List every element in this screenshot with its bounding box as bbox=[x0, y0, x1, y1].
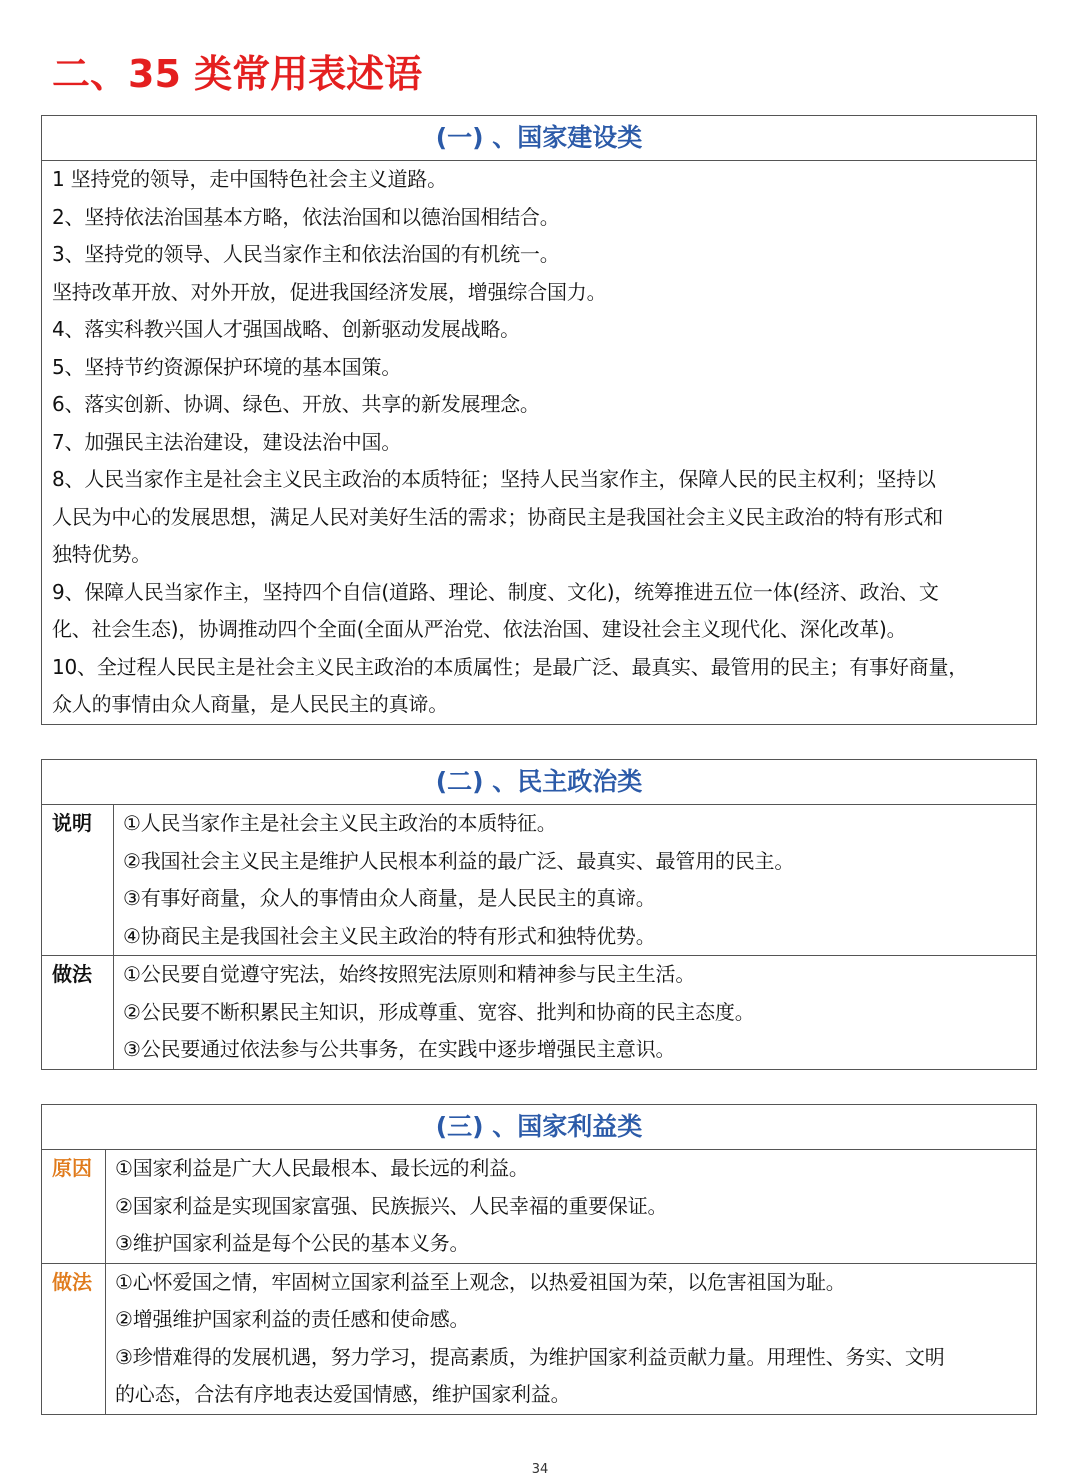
page-title: 二、35 类常用表述语 bbox=[52, 52, 423, 96]
list-item: 4、落实科教兴国人才强国战略、创新驱动发展战略。 bbox=[52, 317, 520, 341]
list-item: 独特优势。 bbox=[52, 542, 151, 566]
list-item: ③公民要通过依法参与公共事务，在实践中逐步增强民主意识。 bbox=[123, 1037, 676, 1061]
section-heading: (一) 、国家建设类 bbox=[42, 116, 1036, 161]
list-item: 3、坚持党的领导、人民当家作主和依法治国的有机统一。 bbox=[52, 242, 560, 266]
list-item: ③维护国家利益是每个公民的基本义务。 bbox=[115, 1231, 470, 1255]
list-item: 5、坚持节约资源保护环境的基本国策。 bbox=[52, 354, 402, 379]
list-item: ②公民要不断积累民主知识，形成尊重、宽容、批判和协商的民主态度。 bbox=[123, 999, 755, 1024]
list-item: 人民为中心的发展思想，满足人民对美好生活的需求；协商民主是我国社会主义民主政治的特有形式和 bbox=[52, 504, 943, 529]
table-row bbox=[42, 1264, 1036, 1414]
list-item: 众人的事情由众人商量，是人民民主的真谛。 bbox=[52, 692, 448, 716]
list-item: 7、加强民主法治建设，建设法治中国。 bbox=[52, 429, 402, 454]
list-item: 化、社会生态)，协调推动四个全面(全面从严治党、依法治国、建设社会主义现代化、深化改革)。 bbox=[52, 617, 907, 641]
list-item: 6、落实创新、协调、绿色、开放、共享的新发展理念。 bbox=[52, 392, 540, 416]
list-item: ④协商民主是我国社会主义民主政治的特有形式和独特优势。 bbox=[123, 923, 656, 948]
section-national-construction bbox=[41, 115, 1037, 725]
row-content bbox=[106, 1150, 1036, 1263]
list-item: ①人民当家作主是社会主义民主政治的本质特征。 bbox=[123, 811, 557, 835]
list-item: 坚持改革开放、对外开放，促进我国经济发展，增强综合国力。 bbox=[52, 279, 607, 304]
list-item: ②国家利益是实现国家富强、民族振兴、人民幸福的重要保证。 bbox=[115, 1193, 668, 1218]
section-national-interest bbox=[41, 1104, 1037, 1415]
list-item: ②我国社会主义民主是维护人民根本利益的最广泛、最真实、最管用的民主。 bbox=[123, 848, 795, 873]
section-body bbox=[42, 161, 1036, 724]
list-item: 的心态，合法有序地表达爱国情感，维护国家利益。 bbox=[115, 1382, 571, 1406]
row-label: 做法 bbox=[42, 1264, 106, 1414]
row-content bbox=[114, 805, 1036, 955]
list-item: 8、人民当家作主是社会主义民主政治的本质特征；坚持人民当家作主，保障人民的民主权利；坚持以 bbox=[52, 467, 936, 491]
list-item: ③有事好商量，众人的事情由众人商量，是人民民主的真谛。 bbox=[123, 886, 656, 910]
list-item: ①心怀爱国之情，牢固树立国家利益至上观念，以热爱祖国为荣，以危害祖国为耻。 bbox=[115, 1269, 846, 1294]
list-item: ①国家利益是广大人民最根本、最长远的利益。 bbox=[115, 1156, 529, 1180]
list-item: 9、保障人民当家作主，坚持四个自信(道路、理论、制度、文化)，统筹推进五位一体(经济、政治、文 bbox=[52, 579, 939, 604]
page-number: 34 bbox=[531, 1462, 549, 1477]
list-item: ①公民要自觉遵守宪法，始终按照宪法原则和精神参与民主生活。 bbox=[123, 962, 696, 986]
table-row bbox=[42, 805, 1036, 956]
row-label: 说明 bbox=[42, 805, 114, 955]
section-democratic-politics bbox=[41, 759, 1037, 1070]
list-item: 1 坚持党的领导，走中国特色社会主义道路。 bbox=[52, 167, 447, 191]
list-item: ②增强维护国家利益的责任感和使命感。 bbox=[115, 1307, 470, 1331]
table-row bbox=[42, 956, 1036, 1069]
section-heading: (三) 、国家利益类 bbox=[42, 1105, 1036, 1150]
list-item: ③珍惜难得的发展机遇，努力学习，提高素质，为维护国家利益贡献力量。用理性、务实、文明 bbox=[115, 1344, 945, 1369]
list-item: 10、全过程人民民主是社会主义民主政治的本质属性；是最广泛、最真实、最管用的民主；有事好商量， bbox=[52, 654, 969, 679]
section-heading: (二) 、民主政治类 bbox=[42, 760, 1036, 805]
row-content bbox=[106, 1264, 1036, 1414]
list-item: 2、坚持依法治国基本方略，依法治国和以德治国相结合。 bbox=[52, 204, 560, 229]
row-label: 原因 bbox=[42, 1150, 106, 1263]
row-content bbox=[114, 956, 1036, 1069]
table-row bbox=[42, 1150, 1036, 1264]
row-label: 做法 bbox=[42, 956, 114, 1069]
